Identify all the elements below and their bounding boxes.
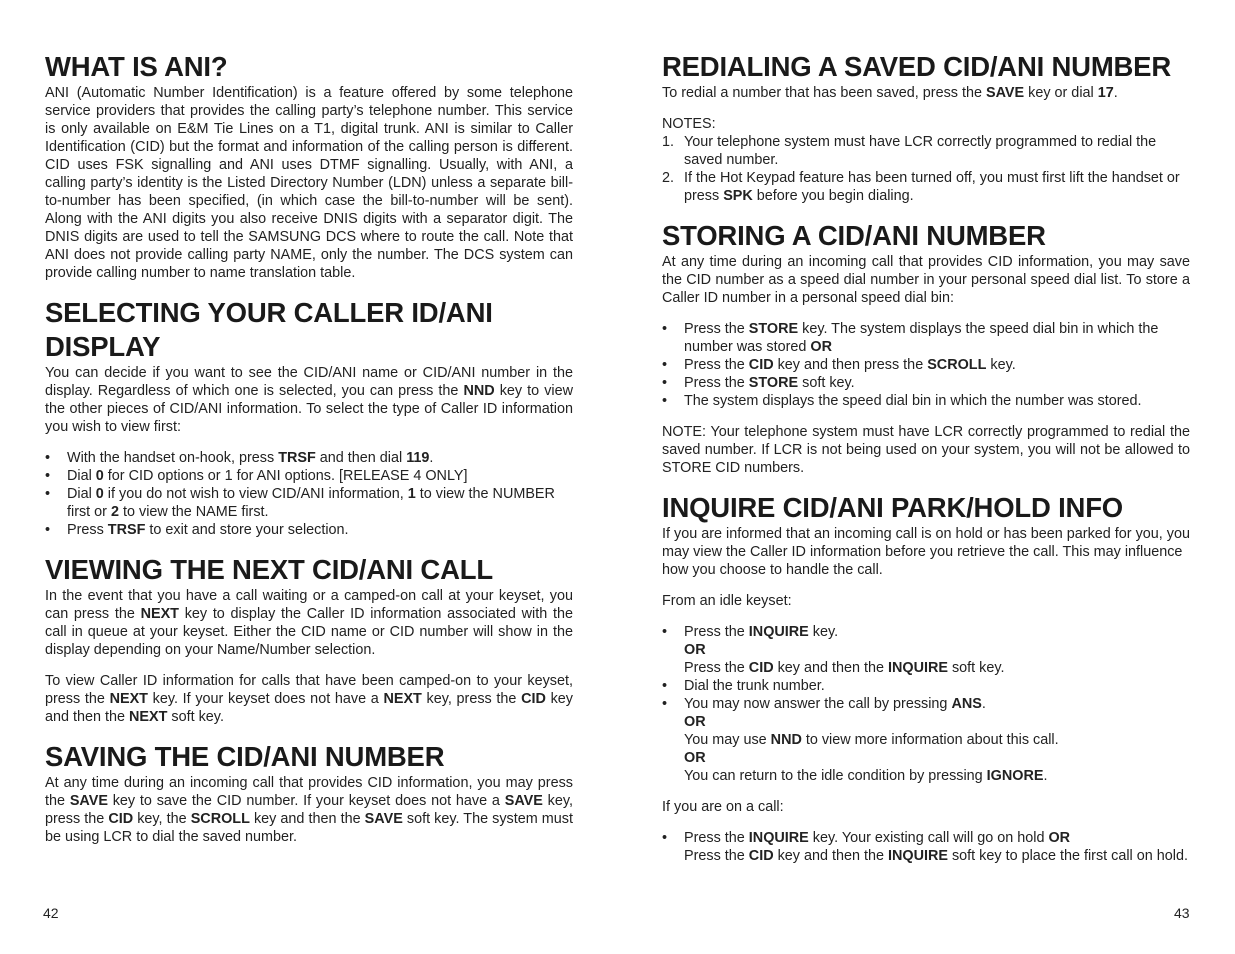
- list-item: • Press the INQUIRE key. OR Press the CID key and then the INQUIRE soft key.: [662, 623, 1190, 677]
- list-item: • Press the STORE key. The system displays the speed dial bin in which the number was stored OR: [662, 320, 1190, 356]
- storing-steps: [662, 320, 1190, 410]
- section-saving: [45, 740, 573, 846]
- list-item: • You may now answer the call by pressing ANS. OR You may use NND to view more information about this call. OR You can return to the idle condition by pressing IGNORE.: [662, 695, 1190, 785]
- list-item: • Press TRSF to exit and store your selection.: [45, 521, 573, 539]
- viewing-paragraph-2: To view Caller ID information for calls that have been camped-on to your keyset, press the NEXT key. If your keyset does not have a NEXT key, press the CID key and then the NEXT soft key.: [45, 673, 574, 725]
- storing-paragraph: At any time during an incoming call that provides CID information, you may save the CID number as a speed dial number in your personal speed dial list. To store a Caller ID number in a personal speed dial bin:: [662, 254, 1190, 306]
- list-item: • Press the INQUIRE key. Your existing call will go on hold OR Press the CID key and then the INQUIRE soft key to place the first call on hold.: [662, 829, 1190, 865]
- selecting-steps: [45, 449, 573, 539]
- list-item: 1. Your telephone system must have LCR correctly programmed to redial the saved number.: [662, 134, 1157, 168]
- storing-note: NOTE: Your telephone system must have LCR correctly programmed to redial the saved number. If LCR is not being used on your system, you will not be allowed to STORE CID numbers.: [662, 424, 1190, 476]
- selecting-paragraph: You can decide if you want to see the CID/ANI name or CID/ANI number in the display. Regardless of which one is selected, you can press the NND key to view the other pieces of CID/ANI information. To select the type of Caller ID information you wish to view first:: [45, 365, 573, 435]
- section-redialing: [662, 50, 1190, 205]
- list-item: • Press the STORE soft key.: [662, 374, 1190, 392]
- section-viewing-next: [45, 553, 573, 726]
- inquire-paragraph: If you are informed that an incoming call is on hold or has been parked for you, you may view the Caller ID information before you retrieve the call. This may influence how you choose to handle the call.: [662, 526, 1190, 578]
- notes-label: NOTES:: [662, 116, 716, 132]
- section-selecting-display: [45, 296, 573, 539]
- page-number-right: 43: [1174, 905, 1190, 921]
- section-storing: [662, 219, 1190, 477]
- page-number-left: 42: [43, 905, 59, 921]
- inquire-idle-steps: [662, 623, 1190, 785]
- list-item: • Dial 0 if you do not wish to view CID/ANI information, 1 to view the NUMBER first or 2 to view the NAME first.: [45, 485, 573, 521]
- heading-storing: STORING A CID/ANI NUMBER: [662, 220, 1046, 251]
- list-item: • Press the CID key and then press the SCROLL key.: [662, 356, 1190, 374]
- list-item: • With the handset on-hook, press TRSF and then dial 119.: [45, 449, 573, 467]
- heading-viewing-next: VIEWING THE NEXT CID/ANI CALL: [45, 554, 493, 585]
- redialing-notes: [662, 133, 1190, 205]
- idle-keyset-label: From an idle keyset:: [662, 593, 792, 609]
- section-inquire: [662, 491, 1190, 865]
- redialing-paragraph: To redial a number that has been saved, press the SAVE key or dial 17.: [662, 85, 1118, 101]
- viewing-paragraph-1: In the event that you have a call waiting or a camped-on call at your keyset, you can press the NEXT key to display the Caller ID information associated with the call in queue at your keyset. Either the CID name or CID number will show in the display depending on your Name/Number selection.: [45, 588, 573, 658]
- section-what-is-ani: [45, 50, 573, 282]
- on-call-label: If you are on a call:: [662, 799, 784, 815]
- heading-what-is-ani: WHAT IS ANI?: [45, 51, 228, 82]
- right-page: [662, 50, 1190, 865]
- heading-redialing: REDIALING A SAVED CID/ANI NUMBER: [662, 51, 1171, 82]
- left-page: [45, 50, 573, 846]
- inquire-call-steps: [662, 829, 1190, 865]
- list-item: 2. If the Hot Keypad feature has been turned off, you must first lift the handset or press SPK before you begin dialing.: [662, 170, 1180, 204]
- heading-saving: SAVING THE CID/ANI NUMBER: [45, 741, 445, 772]
- heading-inquire: INQUIRE CID/ANI PARK/HOLD INFO: [662, 492, 1123, 523]
- list-item: • Dial the trunk number.: [662, 677, 1190, 695]
- list-item: • The system displays the speed dial bin in which the number was stored.: [662, 392, 1190, 410]
- ani-paragraph: ANI (Automatic Number Identification) is a feature offered by some telephone service providers that provides the calling party’s telephone number. This service is only available on E&M Tie Lines on a T1, digital trunk. ANI is similar to Caller Identification (CID) but the format and information of the calling person is different. CID uses FSK signalling and ANI uses DTMF signalling. Usually, with ANI, a calling party’s identity is the Listed Directory Number (LDN) unless a separate bill-to-number has been specified, (in which case the bill-to-number will be sent). Along with the ANI digits you also receive DNIS digits with a separator digit. The DNIS digits are used to tell the SAMSUNG DCS where to route the call. Note that ANI does not provide calling party NAME, only the number. The DCS system can provide calling number to name translation table.: [45, 85, 573, 281]
- heading-selecting-line2: DISPLAY: [45, 331, 161, 362]
- heading-selecting-display: [45, 296, 573, 364]
- saving-paragraph: At any time during an incoming call that provides CID information, you may press the SAVE key to save the CID number. If your keyset does not have a SAVE key, press the CID key, the SCROLL key and then the SAVE soft key. The system must be using LCR to dial the saved number.: [45, 775, 573, 845]
- heading-selecting-line1: SELECTING YOUR CALLER ID/ANI: [45, 297, 493, 328]
- list-item: • Dial 0 for CID options or 1 for ANI options. [RELEASE 4 ONLY]: [45, 467, 573, 485]
